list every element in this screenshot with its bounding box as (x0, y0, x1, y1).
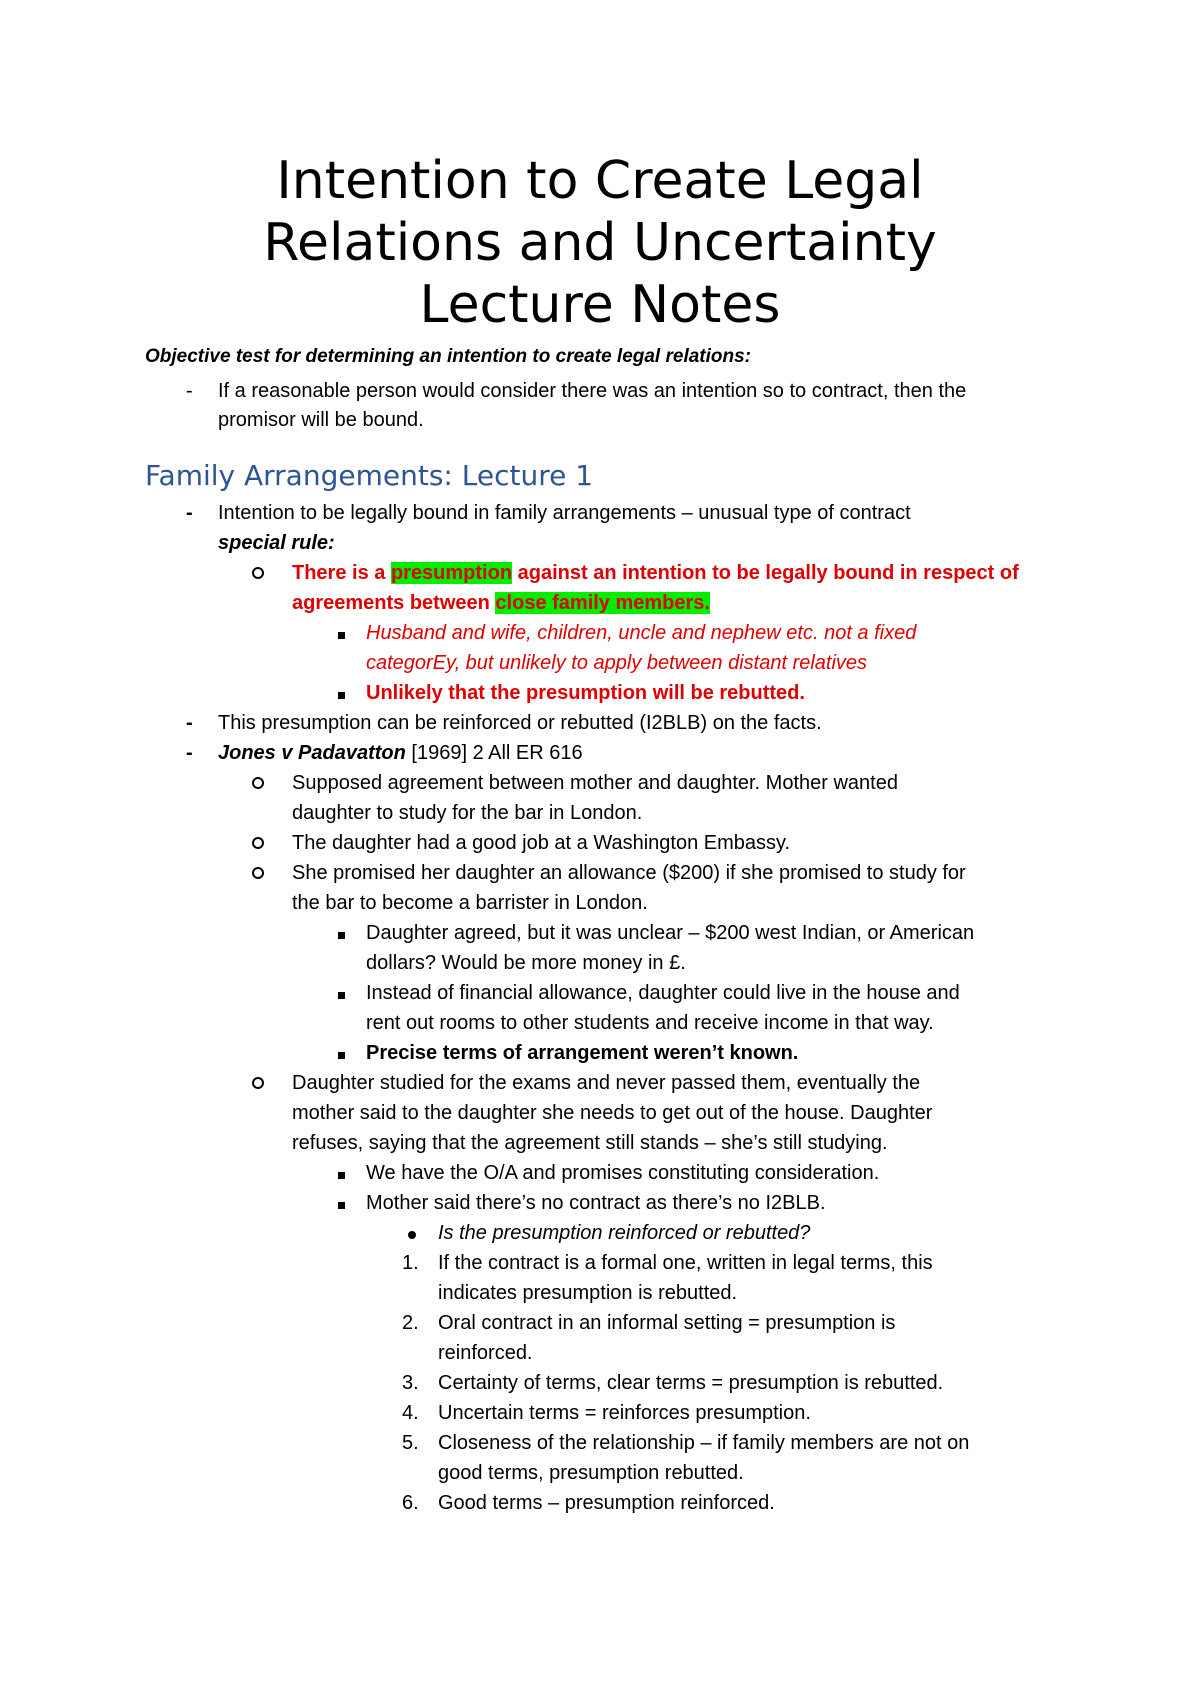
fact-3-line-1: She promised her daughter an allowance ($200) if she promised to study for (292, 862, 966, 884)
case-citation: [1969] 2 All ER 616 (405, 742, 583, 764)
dash-bullet: - (186, 742, 193, 764)
numbered-item-6-line-1: Good terms – presumption reinforced. (438, 1492, 775, 1514)
circle-bullet (252, 558, 264, 588)
numbered-item-5-line-1: Closeness of the relationship – if family members are not on (438, 1432, 970, 1454)
presumption-text: There is a (292, 562, 391, 584)
numbered-item-1-number: 1. (402, 1252, 419, 1274)
numbered-item-1-line-1: If the contract is a formal one, written in legal terms, this (438, 1252, 933, 1274)
husband-line-2: categorEy, but unlikely to apply between distant relatives (366, 652, 868, 674)
sub-1-line-1: Daughter agreed, but it was unclear – $200 west Indian, or American (366, 922, 975, 944)
fact-1-line-1: Supposed agreement between mother and daughter. Mother wanted (292, 772, 898, 794)
special-rule-label: special rule: (218, 532, 335, 554)
presumption-text: agreements between (292, 592, 496, 614)
square-bullet (338, 618, 345, 648)
fact-4-line-1: Daughter studied for the exams and never passed them, eventually the (292, 1072, 921, 1094)
case-name: Jones v Padavatton (218, 742, 406, 764)
circle-bullet (252, 828, 264, 858)
square-bullet (338, 918, 345, 948)
objective-test-heading: Objective test for determining an intention to create legal relations: (145, 346, 752, 367)
numbered-item-2-line-1: Oral contract in an informal setting = presumption is (438, 1312, 896, 1334)
presumption-text: against an intention to be legally bound in respect of (512, 562, 1019, 584)
circle-bullet (252, 858, 264, 888)
highlight-close-family: close family members. (495, 592, 710, 614)
dash-bullet: - (186, 712, 193, 734)
sub-3: Precise terms of arrangement weren’t known. (366, 1042, 799, 1064)
sub-4: We have the O/A and promises constituting consideration. (366, 1162, 880, 1184)
fact-4-line-2: mother said to the daughter she needs to get out of the house. Daughter (292, 1102, 933, 1124)
objective-bullet-line-2: promisor will be bound. (218, 409, 424, 431)
square-bullet (338, 1158, 345, 1188)
fact-1-line-2: daughter to study for the bar in London. (292, 802, 643, 824)
sub-2-line-1: Instead of financial allowance, daughter could live in the house and (366, 982, 960, 1004)
case-line (218, 738, 583, 768)
square-bullet (338, 1038, 345, 1068)
document-title-line-3: Lecture Notes (419, 275, 781, 335)
sub-5: Mother said there’s no contract as there’s no I2BLB. (366, 1192, 826, 1214)
circle-bullet (252, 1068, 264, 1098)
round-bullet (408, 1218, 416, 1248)
reinforced-line: This presumption can be reinforced or rebutted (I2BLB) on the facts. (218, 712, 822, 734)
square-bullet (338, 1188, 345, 1218)
presumption-line-1 (292, 558, 1019, 588)
fact-2: The daughter had a good job at a Washington Embassy. (292, 832, 791, 854)
numbered-item-4-number: 4. (402, 1402, 419, 1424)
numbered-item-3-number: 3. (402, 1372, 419, 1394)
dash-bullet: - (186, 502, 193, 524)
question-line: Is the presumption reinforced or rebutted? (438, 1222, 811, 1244)
presumption-line-2 (292, 588, 710, 618)
fact-3-line-2: the bar to become a barrister in London. (292, 892, 648, 914)
numbered-item-2-line-2: reinforced. (438, 1342, 533, 1364)
section-heading: Family Arrangements: Lecture 1 (145, 459, 594, 492)
dash-bullet: - (186, 380, 193, 402)
husband-line-1: Husband and wife, children, uncle and nephew etc. not a fixed (366, 622, 917, 644)
square-bullet (338, 678, 345, 708)
numbered-item-5-number: 5. (402, 1432, 419, 1454)
document-title-line-2: Relations and Uncertainty (263, 213, 937, 273)
square-bullet (338, 978, 345, 1008)
intent-line-1: Intention to be legally bound in family arrangements – unusual type of contract (218, 502, 911, 524)
sub-2-line-2: rent out rooms to other students and receive income in that way. (366, 1012, 934, 1034)
numbered-item-6-number: 6. (402, 1492, 419, 1514)
objective-bullet-line-1: If a reasonable person would consider there was an intention so to contract, then the (218, 380, 967, 402)
numbered-item-1-line-2: indicates presumption is rebutted. (438, 1282, 738, 1304)
numbered-item-5-line-2: good terms, presumption rebutted. (438, 1462, 744, 1484)
numbered-item-4-line-1: Uncertain terms = reinforces presumption. (438, 1402, 811, 1424)
unlikely-rebutted: Unlikely that the presumption will be rebutted. (366, 682, 805, 704)
numbered-item-3-line-1: Certainty of terms, clear terms = presumption is rebutted. (438, 1372, 944, 1394)
circle-bullet (252, 768, 264, 798)
document-title-line-1: Intention to Create Legal (276, 151, 924, 211)
sub-1-line-2: dollars? Would be more money in £. (366, 952, 686, 974)
numbered-item-2-number: 2. (402, 1312, 419, 1334)
highlight-presumption: presumption (390, 562, 513, 584)
fact-4-line-3: refuses, saying that the agreement still stands – she’s still studying. (292, 1132, 888, 1154)
